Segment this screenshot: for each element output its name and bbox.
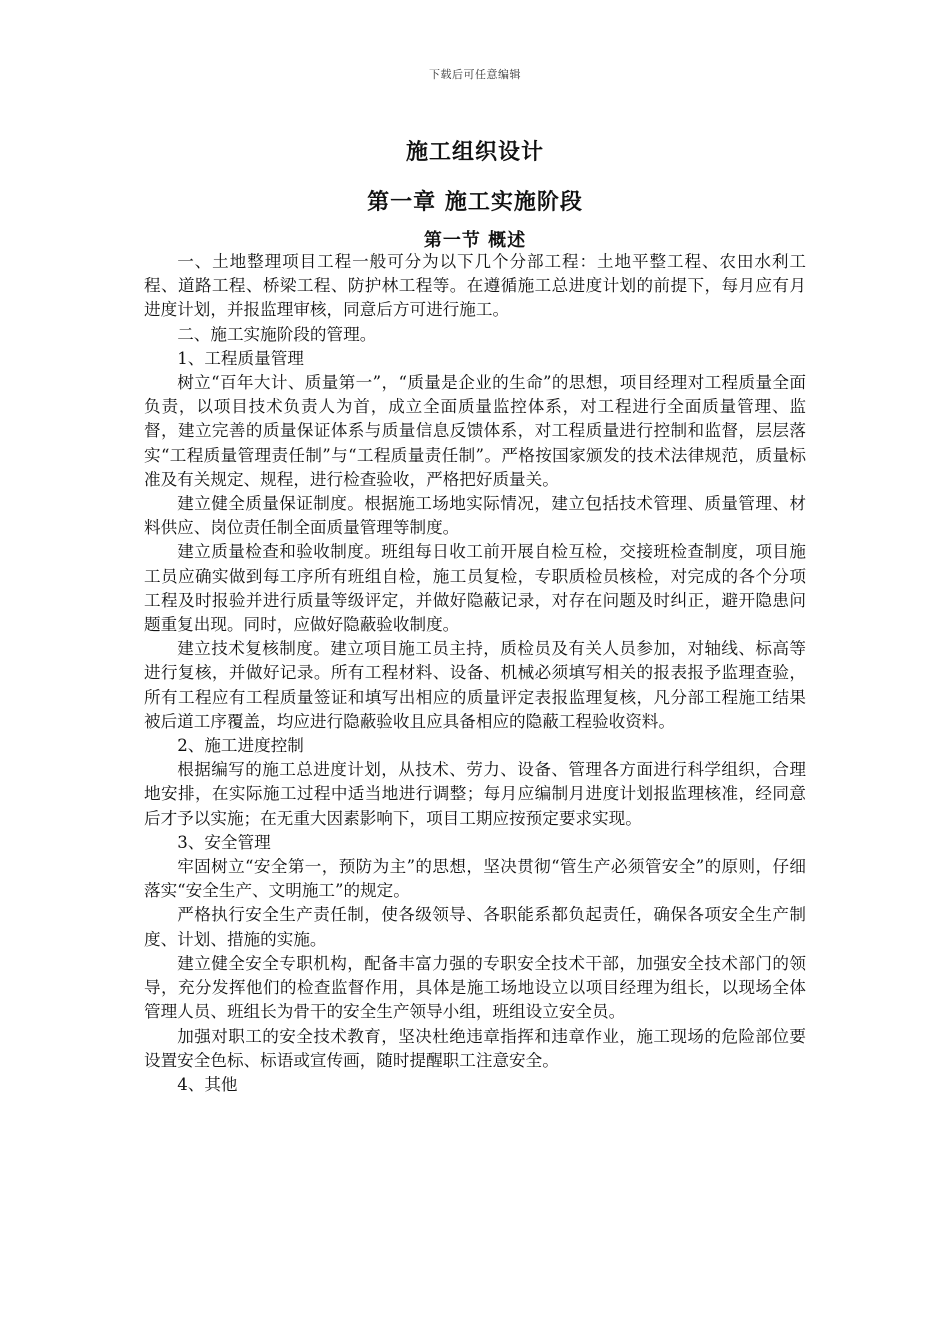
- paragraph-quality-philosophy: 树立“百年大计、质量第一”，“质量是企业的生命”的思想，项目经理对工程质量全面负责，以项目技术负责人为首，成立全面质量监控体系，对工程进行全面质量管理、监督，建立完善的质量保证体系与质量信息反馈体系，对工程质量进行控制和监督，层层落实“工程质量管理责任制”与“工程质量责任制”。严格按国家颁发的技术法律规范，质量标准及有关规定、规程，进行检查验收，严格把好质量关。: [144, 373, 806, 489]
- section-title: 第一节 概述: [423, 230, 527, 251]
- paragraph-intro: 一、土地整理项目工程一般可分为以下几个分部工程：土地平整工程、农田水利工程、道路工程、桥梁工程、防护林工程等。在遵循施工总进度计划的前提下，每月应有月进度计划，并报监理审核，同意后方可进行施工。: [144, 252, 806, 320]
- paragraph-quality-assurance: 建立健全质量保证制度。根据施工场地实际情况，建立包括技术管理、质量管理、材料供应、岗位责任制全面质量管理等制度。: [144, 494, 806, 538]
- paragraph-safety-responsibility: 严格执行安全生产责任制，使各级领导、各职能系都负起责任，确保各项安全生产制度、计划、措施的实施。: [144, 905, 806, 949]
- subheading-progress-control: 2、施工进度控制: [177, 736, 304, 756]
- paragraph-management-heading: 二、施工实施阶段的管理。: [177, 324, 377, 344]
- paragraph-progress-plan: 根据编写的施工总进度计划，从技术、劳力、设备、管理各方面进行科学组织，合理地安排，在实际施工过程中适当地进行调整；每月应编制月进度计划报监理核准，经同意后才予以实施；在无重大因素影响下，项目工期应按预定要求实现。: [144, 760, 806, 828]
- paragraph-technical-review: 建立技术复核制度。建立项目施工员主持，质检员及有关人员参加，对轴线、标高等进行复核，并做好记录。所有工程材料、设备、机械必须填写相关的报表报予监理查验，所有工程应有工程质量签证和填写出相应的质量评定表报监理复核，凡分部工程施工结果被后道工序覆盖，均应进行隐蔽验收且应具备相应的隐蔽工程验收资料。: [144, 639, 806, 731]
- document-title: 施工组织设计: [405, 139, 544, 165]
- chapter-title: 第一章 施工实施阶段: [367, 189, 583, 215]
- paragraph-safety-philosophy: 牢固树立“安全第一，预防为主”的思想，坚决贯彻“管生产必须管安全”的原则，仔细落实“安全生产、文明施工”的规定。: [144, 857, 806, 901]
- subheading-other: 4、其他: [177, 1074, 238, 1094]
- page-header-note: 下载后可任意编辑: [429, 68, 521, 81]
- paragraph-safety-organization: 建立健全安全专职机构，配备丰富力强的专职安全技术干部，加强安全技术部门的领导，充分发挥他们的检查监督作用，具体是施工场地设立以项目经理为组长，以现场全体管理人员、班组长为骨干的安全生产领导小组，班组设立安全员。: [144, 953, 806, 1022]
- subheading-safety-management: 3、安全管理: [177, 832, 271, 852]
- paragraph-safety-education: 加强对职工的安全技术教育，坚决杜绝违章指挥和违章作业，施工现场的危险部位要设置安全色标、标语或宣传画，随时提醒职工注意安全。: [144, 1026, 806, 1070]
- document-body: [144, 250, 806, 1097]
- subheading-quality-management: 1、工程质量管理: [177, 348, 304, 368]
- paragraph-quality-inspection: 建立质量检查和验收制度。班组每日收工前开展自检互检，交接班检查制度，项目施工员应确实做到每工序所有班组自检，施工员复检，专职质检员核检，对完成的各个分项工程及时报验并进行质量等级评定，并做好隐蔽记录，对存在问题及时纠正，避开隐患问题重复出现。同时，应做好隐蔽验收制度。: [144, 542, 806, 635]
